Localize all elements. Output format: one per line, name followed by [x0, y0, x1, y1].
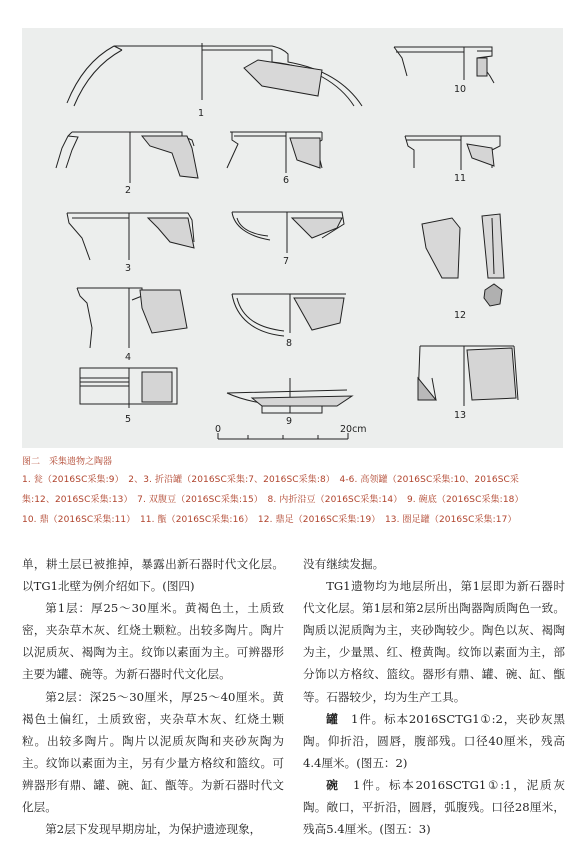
- label-6: 6: [283, 175, 290, 186]
- sherd-9: [227, 378, 352, 413]
- label-13: 13: [454, 410, 467, 421]
- paragraph: 第2层下发现早期房址，为保护遗迹现象，: [45, 822, 262, 837]
- scale-end-label: 20cm: [340, 424, 367, 435]
- paragraph-jar-text: 1件。标本2016SCTG1①:2，夹砂灰黑陶。仰折沿，圆唇，腹部残。口径40厘米，残高4.4厘米。(图五：2): [303, 711, 565, 770]
- sherd-10: [394, 47, 494, 83]
- paragraph-bowl: [303, 774, 565, 840]
- sherd-12: [422, 214, 504, 306]
- paragraph: 没有继续发掘。: [303, 557, 385, 571]
- figure-caption-line: 1. 瓮（2016SC采集:9） 2、3. 折沿罐（2016SC采集:7、2016SC采集:8） 4-6. 高领罐（2016SC采集:10、2016SC采: [22, 475, 520, 485]
- sherd-6: [227, 132, 322, 173]
- label-4: 4: [125, 352, 132, 363]
- label-1: 1: [198, 108, 205, 119]
- label-8: 8: [286, 338, 293, 349]
- paragraph-layer-1: 第1层：厚25～30厘米。黄褐色土，土质致密，夹杂草木灰、红烧土颗粒。出较多陶片。陶片以泥质灰、褐陶为主。纹饰以素面为主。可辨器形主要为罐、碗等。为新石器时代文化层。: [22, 601, 284, 682]
- sherd-1: [67, 43, 362, 106]
- sherd-13: [418, 346, 518, 406]
- item-heading-bowl: 碗: [326, 777, 340, 792]
- pottery-drawings: [22, 28, 563, 448]
- sherd-3: [67, 213, 194, 260]
- scale-bar: [218, 433, 348, 439]
- paragraph: TG1遗物均为地层所出，第1层即为新石器时代文化层。第1层和第2层所出陶器陶质陶色一致。陶质以泥质陶为主，夹砂陶较少。陶色以灰、褐陶为主，少量黑、红、橙黄陶。纹饰以素面为主，部分饰以方格纹、篮纹。器形有鼎、罐、碗、缸、甑等。石器较少，均为生产工具。: [303, 579, 565, 704]
- sherd-4: [77, 288, 187, 348]
- label-9: 9: [286, 416, 293, 427]
- sherd-5: [80, 368, 177, 408]
- paragraph-layer-2: 第2层：深25～30厘米，厚25～40厘米。黄褐色土偏红，土质致密，夹杂草木灰、红烧土颗粒。出较多陶片。陶片以泥质灰陶和夹砂灰陶为主。纹饰以素面为主，另有少量方格纹和篮纹。可辨器形有鼎、罐、碗、缸、甑等。为新石器时代文化层。: [22, 689, 284, 815]
- label-2: 2: [125, 185, 132, 196]
- figure-caption-title: 图二 采集遗物之陶器: [22, 457, 113, 467]
- sherd-11: [405, 136, 500, 170]
- figure-caption-line: 集:12、2016SC采集:13） 7. 双腹豆（2016SC采集:15） 8. 内折沿豆（2016SC采集:14） 9. 碗底（2016SC采集:18）: [22, 495, 524, 505]
- figure-caption-line: 10. 鼎（2016SC采集:11） 11. 甑（2016SC采集:16） 12. 鼎足（2016SC采集:19） 13. 圈足罐（2016SC采集:17）: [22, 515, 517, 525]
- left-text-column: [22, 553, 284, 840]
- label-10: 10: [454, 84, 467, 95]
- pottery-figure: [22, 28, 563, 448]
- paragraph-bowl-text: 1件。标本2016SCTG1①:1，泥质灰陶。敞口，平折沿，圆唇，弧腹残。口径28厘米，残高5.4厘米。(图五：3): [303, 777, 565, 837]
- label-5: 5: [125, 414, 132, 425]
- label-7: 7: [283, 256, 290, 267]
- item-heading-jar: 罐: [326, 711, 339, 726]
- label-11: 11: [454, 173, 467, 184]
- sherd-7: [232, 212, 344, 253]
- sherd-2: [56, 132, 198, 183]
- right-text-column: [303, 553, 565, 840]
- label-12: 12: [454, 310, 467, 321]
- label-3: 3: [125, 263, 132, 274]
- paragraph: 单，耕土层已被推掉，暴露出新石器时代文化层。以TG1北壁为例介绍如下。(图四): [22, 557, 284, 594]
- scale-zero-label: 0: [215, 424, 222, 435]
- paragraph-jar: [303, 708, 565, 774]
- sherd-8: [232, 294, 346, 336]
